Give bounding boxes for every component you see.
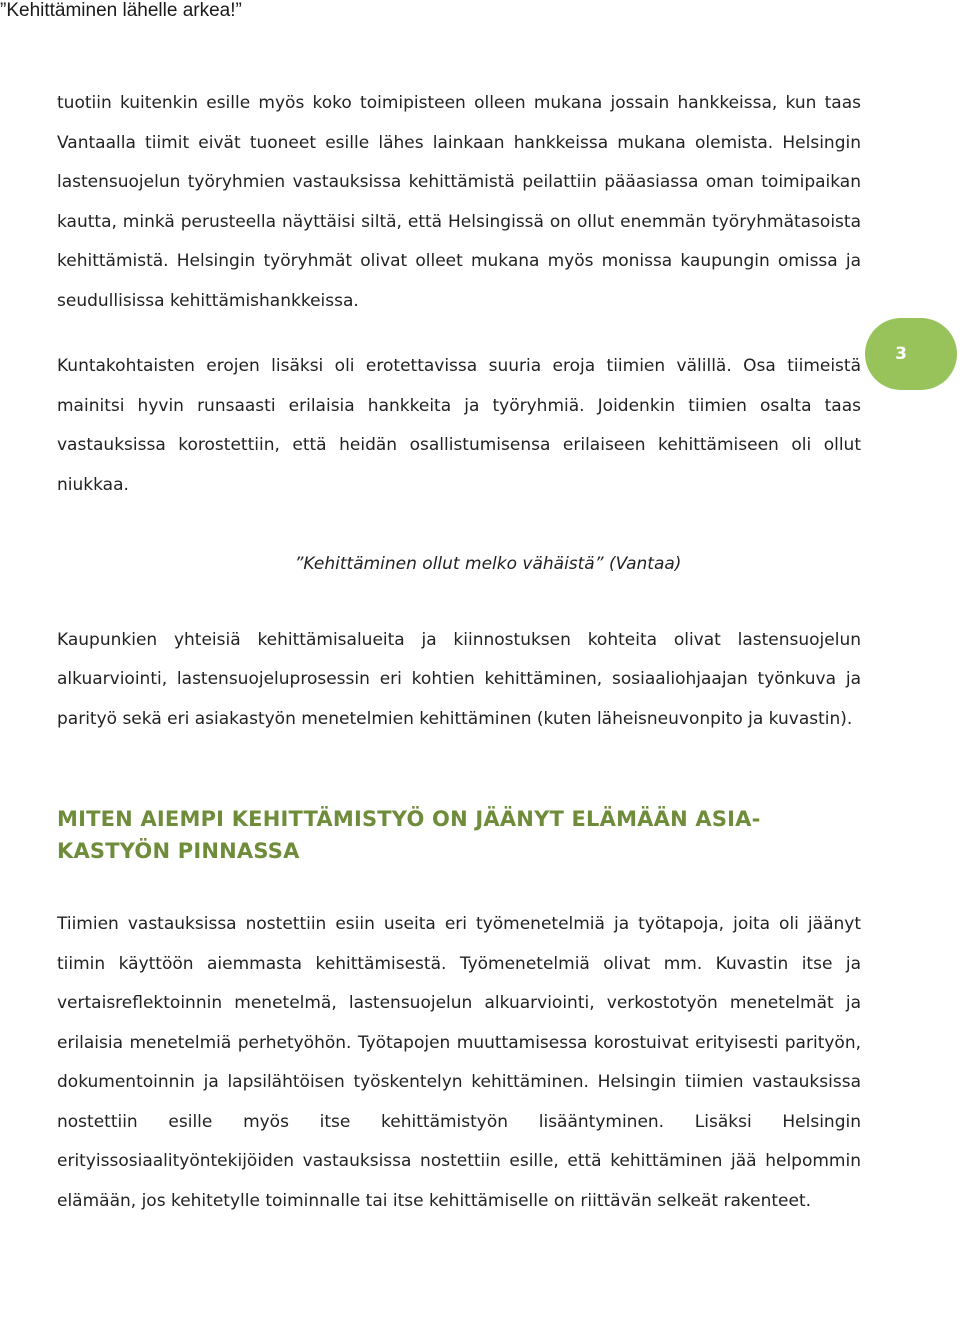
section-heading-line: MITEN AIEMPI KEHITTÄMISTYÖ ON JÄÄNYT ELÄMÄÄN ASIA-: [57, 807, 761, 831]
paragraph: tuotiin kuitenkin esille myös koko toimipisteen olleen mukana jossain hankkeissa, kun taas Vantaalla tiimit eivät tuoneet esille lähes lainkaan hankkeissa mukana olemista. Helsingin lastensuojelun työryhmien vastauksissa kehittämistä peilattiin pääasiassa oman toimipaikan kautta, minkä perusteella näyttäisi siltä, että Helsingissä on ollut enemmän työryhmätasoista kehittämistä. Helsingin työryhmät olivat olleet mukana myös monissa kaupungin omissa ja seudullisissa kehittämishankkeissa.: [57, 93, 861, 311]
paragraph: Kaupunkien yhteisiä kehittämisalueita ja kiinnostuksen kohteita olivat lastensuojelun alkuarviointi, lastensuojeluprosessin eri kohtien kehittäminen, sosiaaliohjaajan työnkuva ja parityö sekä eri asiakastyön menetelmien kehittäminen (kuten läheisneuvonpito ja kuvastin).: [57, 629, 861, 729]
document-body: [57, 84, 861, 1221]
paragraph: Tiimien vastauksissa nostettiin esiin useita eri työmenetelmiä ja työtapoja, joita oli jäänyt tiimin käyttöön aiemmasta kehittämisestä. Työmenetelmiä olivat mm. Kuvastin itse ja vertaisreflektoinnin menetelmä, lastensuojelun alkuarviointi, verkostotyön menetelmät ja erilaisia menetelmiä perhetyöhön. Työtapojen muuttamisessa korostuivat erityisesti parityön, dokumentoinnin ja lapsilähtöisen työskentelyn kehittäminen. Helsingin tiimien vastauksissa nostettiin esille myös itse kehittämistyön lisääntyminen. Lisäksi Helsingin erityissosiaalityöntekijöiden vastauksissa nostettiin esille, että kehittäminen jää helpommin elämään, jos kehitetylle toiminnalle tai itse kehittämiselle on riittävän selkeät rakenteet.: [57, 914, 861, 1211]
page-number-badge: [865, 318, 957, 390]
section-heading-line: KASTYÖN PINNASSA: [57, 839, 300, 863]
pull-quote: ”Kehittäminen ollut melko vähäistä” (Vantaa): [294, 554, 682, 574]
running-header: ”Kehittäminen lähelle arkea!”: [0, 0, 242, 21]
paragraph: Kuntakohtaisten erojen lisäksi oli erotettavissa suuria eroja tiimien välillä. Osa tiimeistä mainitsi hyvin runsaasti erilaisia hankkeita ja työryhmiä. Joidenkin tiimien osalta taas vastauksissa korostettiin, että heidän osallistumisensa erilaiseen kehittämiseen oli ollut niukkaa.: [57, 356, 861, 495]
section-heading: [57, 803, 861, 867]
page-number: 3: [895, 344, 907, 364]
